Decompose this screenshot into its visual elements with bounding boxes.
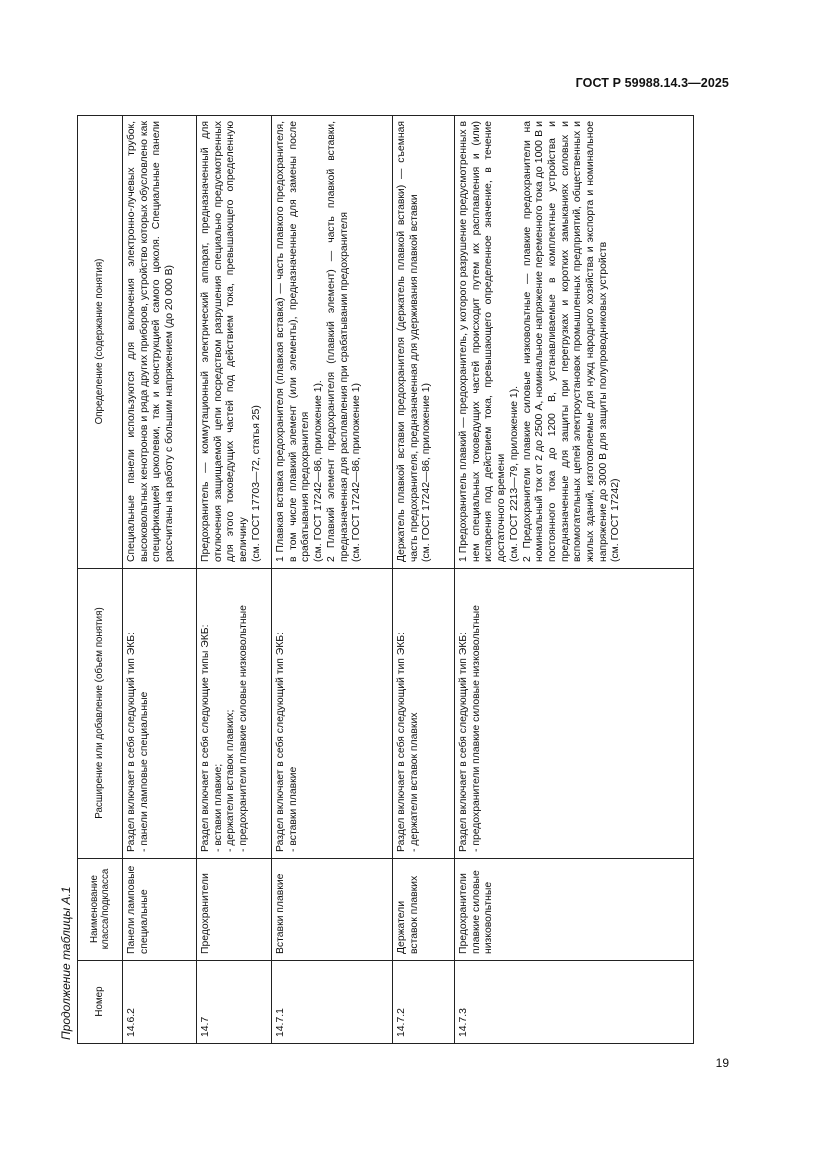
definition-line: 2 Плавкий элемент предохранителя (плавкий элемент) — часть плавкой вставки, предназначенная для расплавления при срабатывании предохранителя [325,121,350,562]
row-definition [197,116,272,569]
table-row [272,116,393,1044]
row-class-name: Держатели вставок плавких [393,859,455,961]
scope-line: - предохранители плавкие силовые низковольтные [470,605,482,852]
definition-line: Предохранитель — коммутационный электрический аппарат, предназначенный для отключения защищаемой цепи посредством разрушения специально предусмотренных для этого токоведущих частей под действием тока, превышающего определенную величину [200,121,250,562]
terms-table [77,115,694,1044]
document-code-header: ГОСТ Р 59988.14.3—2025 [575,76,729,90]
scope-line: Раздел включает в себя следующий тип ЭКБ: [126,631,137,852]
table-row [123,116,197,1044]
definition-line: 1 Плавкая вставка предохранителя (плавкая вставка) — часть плавкого предохранителя, в том числе плавкий элемент (или элементы), предназначенные для замены после срабатывания предохранителя [275,121,312,562]
table-row [455,116,694,1044]
row-scope [197,569,272,859]
scope-line: - вставки плавкие [287,766,299,852]
table-header-row [78,116,123,1044]
header-class-name: Наименование класса/подкласса [78,859,123,961]
row-definition [272,116,393,569]
row-number: 14.7.2 [393,961,455,1044]
scope-line: - предохранители плавкие силовые низковольтные [238,605,250,852]
row-definition [455,116,694,569]
table-row [393,116,455,1044]
row-definition [393,116,455,569]
definition-line: (см. ГОСТ 17703—72, статья 25) [250,405,262,562]
row-number: 14.6.2 [123,961,197,1044]
row-class-name: Вставки плавкие [272,859,393,961]
row-scope [393,569,455,859]
row-scope [272,569,393,859]
row-class-name: Панели ламповые специальные [123,859,197,961]
row-definition [123,116,197,569]
definition-line: (см. ГОСТ 2213—79, приложение 1). [508,385,520,562]
scope-line: - вставки плавкие; [212,763,224,852]
table-caption: Продолжение таблицы А.1 [59,886,73,1040]
definition-line: (см. ГОСТ 17242—86, приложение 1) [351,383,363,562]
page-number: 19 [715,1056,729,1070]
row-scope [455,569,694,859]
header-number: Номер [78,961,123,1044]
scope-line: - панели ламповые специальные [138,691,150,852]
row-number: 14.7.3 [455,961,694,1044]
scope-line: - держатели вставок плавких; [225,709,237,852]
scope-line: - держатели вставок плавких [408,712,420,852]
row-number: 14.7.1 [272,961,393,1044]
header-scope: Расширение или добавление (объем понятия) [78,569,123,859]
table-row [197,116,272,1044]
row-number: 14.7 [197,961,272,1044]
row-class-name: Предохранители плавкие силовые низковольтные [455,859,694,961]
definition-line: Держатель плавкой вставки предохранителя (держатель плавкой вставки) — съемная часть предохранителя, предназначенная для удерживания плавкой вставки [396,121,420,562]
scope-line: Раздел включает в себя следующий тип ЭКБ: [275,631,286,852]
definition-line: Специальные панели используются для включения электронно-лучевых трубок, высоковольтных кенотронов и ряда других приборов, устройство которых обусловлено как спецификацией цоколевки, так и конструкцией самого цоколя. Специальные панели рассчитаны на работу с большим напряжением (до 20 000 В) [126,121,176,562]
header-definition: Определение (содержание понятия) [78,116,123,569]
scope-line: Раздел включает в себя следующие типы ЭКБ: [200,624,211,852]
row-scope [123,569,197,859]
definition-line: (см. ГОСТ 17242) [610,478,622,562]
definition-line: (см. ГОСТ 17242—86, приложение 1) [421,383,433,562]
definition-line: 1 Предохранитель плавкий — предохранитель, у которого разрушение предусмотренных в нем специальных токоведущих частей происходит путем их расплавления и (или) испарения под действием тока, превышающего определенное значение, в течение достаточного времени [458,121,508,562]
scope-line: Раздел включает в себя следующий тип ЭКБ: [458,631,469,852]
definition-line: 2 Предохранители плавкие силовые низковольтные — плавкие предохранители на номинальный ток от 2 до 2500 А, номинальное напряжение переменного тока до 1000 В и постоянного тока до 1200 В, устанавливаемые в комплектные устройства и предназначенные для защиты при перегрузках и коротких замыканиях силовых и вспомогательных цепей электроустановок промышленных предприятий, общественных и жилых зданий, изготовляемые для нужд народного хозяйства и экспорта и номинальное напряжение до 3000 В для защиты полупроводниковых устройств [521,121,609,562]
row-class-name: Предохранители [197,859,272,961]
rotated-table-block [55,116,727,1044]
definition-line: (см. ГОСТ 17242—86, приложение 1). [313,380,325,562]
scope-line: Раздел включает в себя следующий тип ЭКБ: [396,631,407,852]
